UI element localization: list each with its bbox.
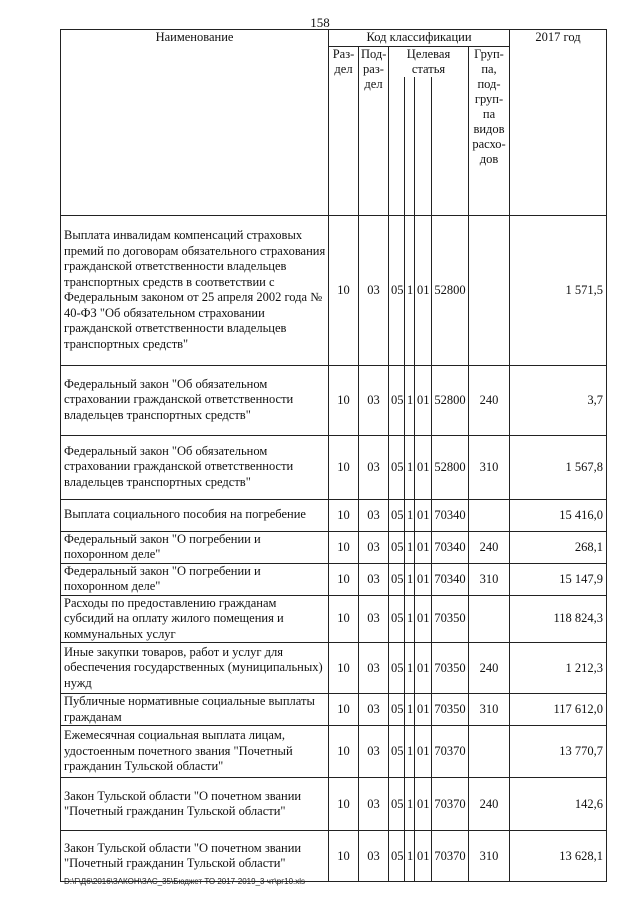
header-podrazdel: Под- раз- дел — [359, 47, 389, 216]
cell-vr: 240 — [469, 365, 510, 435]
cell-cs4: 52800 — [432, 215, 469, 365]
cell-vr — [469, 595, 510, 643]
table-row — [61, 563, 607, 595]
cell-cs2: 1 — [405, 643, 415, 694]
cell-cs4: 52800 — [432, 365, 469, 435]
cell-name: Выплата инвалидам компенсаций страховых премий по договорам обязательного страхования гражданской ответственности владельцев транспортных средств в соответствии с Федеральным законом от 25 апреля 2002 года № 40-ФЗ "Об обязательном страховании гражданской ответственности владельцев транспортных средств" — [61, 215, 329, 365]
cell-cs1: 05 — [389, 365, 405, 435]
cell-cs1: 05 — [389, 778, 405, 831]
cell-cs4: 70370 — [432, 726, 469, 778]
cell-name: Закон Тульской области "О почетном звании "Почетный гражданин Тульской области" — [61, 831, 329, 882]
table-row — [61, 778, 607, 831]
cell-cs4: 70340 — [432, 563, 469, 595]
cell-cs3: 01 — [415, 643, 432, 694]
cell-prz: 03 — [359, 365, 389, 435]
cell-cs4: 70350 — [432, 643, 469, 694]
cell-cs3: 01 — [415, 435, 432, 499]
cell-cs2: 1 — [405, 831, 415, 882]
cell-vr — [469, 499, 510, 531]
cell-cs3: 01 — [415, 563, 432, 595]
cell-cs1: 05 — [389, 726, 405, 778]
cell-cs2: 1 — [405, 215, 415, 365]
cell-cs2: 1 — [405, 531, 415, 563]
table-row — [61, 726, 607, 778]
cell-cs2: 1 — [405, 694, 415, 726]
cell-amount: 142,6 — [510, 778, 607, 831]
table-row — [61, 831, 607, 882]
cell-cs4: 70340 — [432, 531, 469, 563]
cell-cs2: 1 — [405, 595, 415, 643]
cell-prz: 03 — [359, 831, 389, 882]
cell-prz: 03 — [359, 499, 389, 531]
cell-name: Федеральный закон "Об обязательном страховании гражданской ответственности владельцев транспортных средств" — [61, 435, 329, 499]
table-row — [61, 215, 607, 365]
cell-prz: 03 — [359, 778, 389, 831]
table-row — [61, 694, 607, 726]
cell-rz: 10 — [329, 726, 359, 778]
cell-prz: 03 — [359, 435, 389, 499]
table-row — [61, 643, 607, 694]
file-path-footer: D:\Г\Д6\2016\ЗАКОН\ЗАС_35\Бюджет ТО 2017-2019_3 чт\рг10.xls — [64, 877, 306, 886]
cell-rz: 10 — [329, 778, 359, 831]
cell-name: Выплата социального пособия на погребение — [61, 499, 329, 531]
cell-name: Федеральный закон "Об обязательном страховании гражданской ответственности владельцев транспортных средств" — [61, 365, 329, 435]
cell-vr — [469, 215, 510, 365]
table-row — [61, 365, 607, 435]
cell-rz: 10 — [329, 365, 359, 435]
cell-rz: 10 — [329, 215, 359, 365]
header-name: Наименование — [61, 30, 329, 216]
cell-rz: 10 — [329, 694, 359, 726]
cell-cs4: 70340 — [432, 499, 469, 531]
cell-cs3: 01 — [415, 531, 432, 563]
cell-cs3: 01 — [415, 215, 432, 365]
cell-cs1: 05 — [389, 643, 405, 694]
cell-name: Расходы по предоставлению гражданам субсидий на оплату жилого помещения и коммунальных услуг — [61, 595, 329, 643]
cell-rz: 10 — [329, 831, 359, 882]
cell-cs3: 01 — [415, 726, 432, 778]
cell-prz: 03 — [359, 643, 389, 694]
cell-amount: 1 212,3 — [510, 643, 607, 694]
cell-vr: 240 — [469, 778, 510, 831]
cell-cs2: 1 — [405, 778, 415, 831]
cell-rz: 10 — [329, 643, 359, 694]
header-row-top — [61, 30, 607, 47]
cell-rz: 10 — [329, 563, 359, 595]
cell-cs2: 1 — [405, 365, 415, 435]
cell-vr: 310 — [469, 694, 510, 726]
header-target-article: Целевая статья — [389, 47, 469, 78]
cell-cs1: 05 — [389, 499, 405, 531]
cell-rz: 10 — [329, 499, 359, 531]
cell-cs1: 05 — [389, 435, 405, 499]
cell-cs4: 70350 — [432, 595, 469, 643]
cell-cs4: 70350 — [432, 694, 469, 726]
budget-table — [60, 29, 607, 882]
cell-cs3: 01 — [415, 499, 432, 531]
table-row — [61, 531, 607, 563]
cell-amount: 117 612,0 — [510, 694, 607, 726]
cell-prz: 03 — [359, 563, 389, 595]
cell-vr: 240 — [469, 531, 510, 563]
cell-cs2: 1 — [405, 499, 415, 531]
cell-rz: 10 — [329, 595, 359, 643]
cell-cs1: 05 — [389, 595, 405, 643]
cell-cs1: 05 — [389, 215, 405, 365]
table-row — [61, 435, 607, 499]
header-code: Код классификации — [329, 30, 510, 47]
header-year: 2017 год — [510, 30, 607, 216]
header-razdel: Раз- дел — [329, 47, 359, 216]
cell-cs3: 01 — [415, 778, 432, 831]
cell-cs4: 70370 — [432, 778, 469, 831]
cell-amount: 1 567,8 — [510, 435, 607, 499]
cell-cs3: 01 — [415, 595, 432, 643]
cell-vr: 240 — [469, 643, 510, 694]
cell-amount: 13 628,1 — [510, 831, 607, 882]
page-number: 158 — [310, 15, 330, 30]
cell-cs4: 70370 — [432, 831, 469, 882]
cell-name: Иные закупки товаров, работ и услуг для обеспечения государственных (муниципальных) нужд — [61, 643, 329, 694]
cell-prz: 03 — [359, 694, 389, 726]
cell-cs1: 05 — [389, 531, 405, 563]
cell-cs2: 1 — [405, 563, 415, 595]
table-row — [61, 595, 607, 643]
cell-prz: 03 — [359, 215, 389, 365]
cell-name: Закон Тульской области "О почетном звании "Почетный гражданин Тульской области" — [61, 778, 329, 831]
cell-cs2: 1 — [405, 726, 415, 778]
cell-name: Федеральный закон "О погребении и похоронном деле" — [61, 563, 329, 595]
table-row — [61, 499, 607, 531]
cell-amount: 13 770,7 — [510, 726, 607, 778]
cell-rz: 10 — [329, 435, 359, 499]
cell-vr: 310 — [469, 831, 510, 882]
header-expense-group: Груп- па, под- груп- па видов расхо- дов — [469, 47, 510, 216]
cell-prz: 03 — [359, 531, 389, 563]
cell-cs1: 05 — [389, 831, 405, 882]
cell-vr — [469, 726, 510, 778]
cell-cs3: 01 — [415, 831, 432, 882]
cell-amount: 15 147,9 — [510, 563, 607, 595]
cell-cs1: 05 — [389, 563, 405, 595]
cell-name: Ежемесячная социальная выплата лицам, удостоенным почетного звания "Почетный гражданин Тульской области" — [61, 726, 329, 778]
cell-name: Федеральный закон "О погребении и похоронном деле" — [61, 531, 329, 563]
cell-cs1: 05 — [389, 694, 405, 726]
cell-prz: 03 — [359, 595, 389, 643]
cell-amount: 118 824,3 — [510, 595, 607, 643]
cell-cs3: 01 — [415, 694, 432, 726]
cell-amount: 3,7 — [510, 365, 607, 435]
cell-amount: 268,1 — [510, 531, 607, 563]
cell-cs2: 1 — [405, 435, 415, 499]
cell-vr: 310 — [469, 563, 510, 595]
cell-name: Публичные нормативные социальные выплаты гражданам — [61, 694, 329, 726]
cell-cs4: 52800 — [432, 435, 469, 499]
cell-prz: 03 — [359, 726, 389, 778]
cell-rz: 10 — [329, 531, 359, 563]
cell-amount: 15 416,0 — [510, 499, 607, 531]
cell-cs3: 01 — [415, 365, 432, 435]
cell-vr: 310 — [469, 435, 510, 499]
cell-amount: 1 571,5 — [510, 215, 607, 365]
